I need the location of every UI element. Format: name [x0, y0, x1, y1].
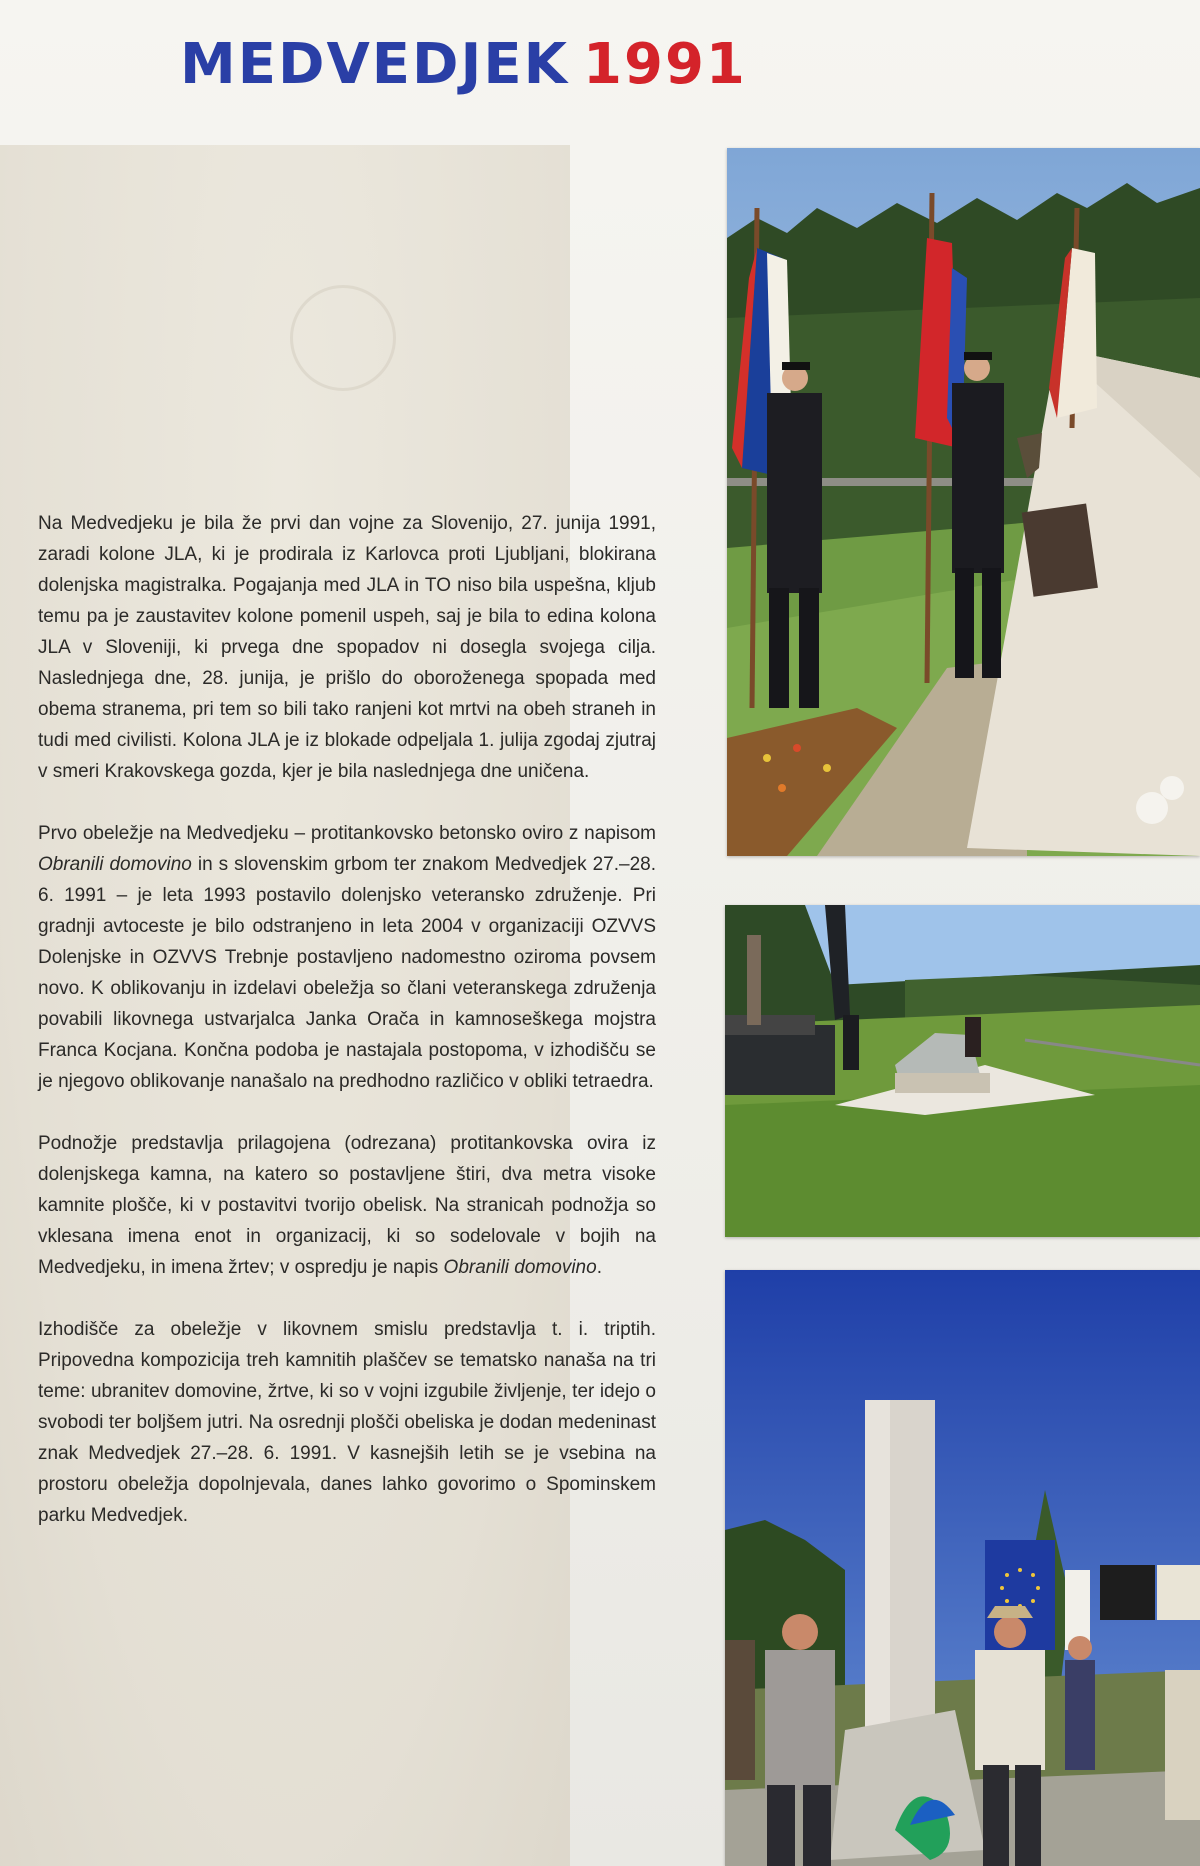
photo-obelisk-crowd-flags [725, 1270, 1200, 1866]
paragraph-2: Prvo obeležje na Medvedjeku – protitankovsko betonsko oviro z napisom Obranili domovino in s slovenskim grbom ter znakom Medvedjek 27.–28. 6. 1991 – je leta 1993 postavilo dolenjsko veteransko združenje. Pri gradnji avtoceste je bilo odstranjeno in leta 2004 v organizaciji OZVVS Dolenjske in OZVVS Trebnje postavljeno nadomestno oziroma povsem novo. K oblikovanju in izdelavi obeležja so člani veteranskega združenja povabili likovnega ustvarjalca Janka Orača in kamnoseškega mojstra Franca Kocjana. Končna podoba je nastajala postopoma, v izhodišču se je njegovo oblikovanje nanašalo na predhodno različico v obliki tetraedra. [38, 823, 656, 1092]
body-text [38, 508, 656, 1562]
paragraph-4: Izhodišče za obeležje v likovnem smislu predstavlja t. i. triptih. Pripovedna kompozicija treh kamnitih plaščev se tematsko nanaša na tri teme: ubranitev domovine, žrtve, ki so v vojni izgubile življenje, ter idejo o svobodi ter boljšem jutri. Na osrednji plošči obeliska je dodan medeninast znak Medvedjek 27.–28. 6. 1991. V kasnejših letih se je vsebina na prostoru obeležja dopolnjevala, danes lahko govorimo o Spominskem parku Medvedjek. [38, 1319, 656, 1526]
watermark-emblem-icon [290, 285, 396, 391]
paragraph-3: Podnožje predstavlja prilagojena (odrezana) protitankovska ovira iz dolenjskega kamna, na katero so postavljene štiri, dva metra visoke kamnite plošče, ki v postavitvi tvorijo obelisk. Na stranicah podnožja so vklesana imena enot in organizacij, ki so sodelovale v bojih na Medvedjeku, in imena žrtev; v ospredju je napis Obranili domovino. [38, 1133, 656, 1278]
paragraph-1: Na Medvedjeku je bila že prvi dan vojne za Slovenijo, 27. junija 1991, zaradi kolone JLA, ki je prodirala iz Karlovca proti Ljubljani, blokirana dolenjska magistralka. Pogajanja med JLA in TO niso bila uspešna, kljub temu pa je zaustavitev kolone pomenil uspeh, saj je bila to edina kolona JLA v Sloveniji, ki prvega dne spopadov ni dosegla svojega cilja. Naslednjega dne, 28. junija, je prišlo do oboroženega spopada med obema stranema, pri tem so bili tako ranjeni kot mrtvi na obeh straneh in tudi med civilisti. Kolona JLA je iz blokade odpeljala 1. julija zgodaj zjutraj v smeri Krakovskega gozda, kjer je bila naslednjega dne uničena. [38, 513, 656, 782]
title-word: MEDVEDJEK [180, 32, 570, 97]
page-title [180, 30, 747, 100]
photo-construction-site-monument [725, 905, 1200, 1237]
photo-ceremony-flags-memorial [727, 148, 1200, 856]
inscription-italic: Obranili domovino [443, 1257, 597, 1278]
title-year: 1991 [583, 32, 747, 97]
inscription-italic: Obranili domovino [38, 854, 192, 875]
